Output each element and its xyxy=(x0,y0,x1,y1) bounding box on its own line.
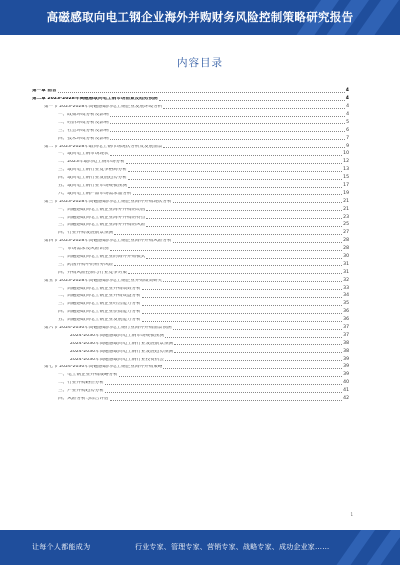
toc-entry-title: 二、高磁感取向电工钢企业海外并购的特点 xyxy=(58,215,146,220)
toc-leader-dots xyxy=(174,352,342,353)
toc-entry-title: 四、并购风险控制与行业竞争对策 xyxy=(58,270,127,275)
toc-entry-page: 5 xyxy=(346,119,349,125)
toc-entry[interactable] xyxy=(32,102,349,110)
toc-entry-title: 第二节 2023-2028年取向电工钢市场现状分析及发展前景 xyxy=(44,144,163,149)
toc-leader-dots xyxy=(105,392,342,393)
toc-entry-page: 32 xyxy=(343,277,349,283)
toc-entry-page: 40 xyxy=(343,380,349,386)
toc-leader-dots xyxy=(110,116,346,117)
toc-entry[interactable] xyxy=(32,141,349,149)
toc-entry[interactable] xyxy=(32,173,349,181)
toc-leader-dots xyxy=(159,100,345,101)
toc-entry-page: 35 xyxy=(343,301,349,307)
toc-entry-title: 一、电工钢企业并购战略分析 xyxy=(58,373,118,378)
toc-entry[interactable] xyxy=(32,244,349,252)
toc-entry[interactable] xyxy=(32,165,349,173)
toc-entry[interactable] xyxy=(32,331,349,339)
toc-leader-dots xyxy=(173,329,343,330)
toc-entry[interactable] xyxy=(32,394,349,402)
toc-leader-dots xyxy=(114,265,342,266)
toc-entry-page: 21 xyxy=(343,198,349,204)
toc-entry-page: 15 xyxy=(343,175,349,181)
toc-entry[interactable] xyxy=(32,307,349,315)
toc-entry-title: 第五节 2023-2028年高磁感取向电工钢企业并购绩效研究 xyxy=(44,278,163,283)
page-number: 1 xyxy=(350,512,353,517)
toc-leader-dots xyxy=(163,368,342,369)
toc-entry-page: 7 xyxy=(346,135,349,141)
toc-entry[interactable] xyxy=(32,291,349,299)
footer-tagline: 行业专家、管理专家、营销专家、战略专家、成功企业家…… xyxy=(135,543,330,551)
toc-entry-title: 第三节 2023-2028年高磁感取向电工钢企业海外并购现状分析 xyxy=(44,199,172,204)
toc-leader-dots xyxy=(126,163,342,164)
toc-entry[interactable] xyxy=(32,94,349,102)
toc-leader-dots xyxy=(173,242,343,243)
toc-entry-title: 六、取向电工钢产品市场需求量分析 xyxy=(58,191,132,196)
toc-leader-dots xyxy=(146,258,342,259)
toc-entry-title: 四、行业并购发展前景预测 xyxy=(58,231,114,236)
toc-entry-title: 2024-2030年高磁感取向电工钢行业投资机会 xyxy=(70,357,164,362)
toc-entry-title: 二、行业并购路径分析 xyxy=(58,381,104,386)
toc-entry-title: 二、经济环境分析及影响 xyxy=(58,120,109,125)
toc-leader-dots xyxy=(163,281,342,282)
toc-leader-dots xyxy=(142,305,342,306)
toc-entry-page: 28 xyxy=(343,246,349,252)
toc-entry[interactable] xyxy=(32,189,349,197)
toc-entry-title: 二、高磁感取向电工钢企业的海外并购模式 xyxy=(58,255,146,259)
toc-leader-dots xyxy=(114,234,342,235)
toc-entry-page: 17 xyxy=(343,182,349,188)
toc-leader-dots xyxy=(110,250,343,251)
toc-entry-page: 33 xyxy=(343,285,349,291)
toc-entry[interactable] xyxy=(32,275,349,283)
toc-entry-title: 三、跨国并购中的财务风险 xyxy=(58,262,114,267)
toc-leader-dots xyxy=(173,202,343,203)
toc-entry-page: 30 xyxy=(343,254,349,259)
toc-entry[interactable] xyxy=(32,252,349,260)
toc-entry-page: 36 xyxy=(343,309,349,315)
toc-entry-page: 21 xyxy=(343,206,349,212)
toc-leader-dots xyxy=(174,344,342,345)
toc-entry[interactable] xyxy=(32,196,349,204)
toc-leader-dots xyxy=(110,131,346,132)
toc-entry-title: 三、社会环境分析及影响 xyxy=(58,128,109,133)
toc-entry[interactable] xyxy=(32,118,349,126)
toc-entry-title: 一、高磁感取向电工钢企业并购绩效分析 xyxy=(58,286,141,291)
toc-entry-page: 31 xyxy=(343,269,349,275)
toc-entry-title: 第一节 2023-2028年高磁感取向电工钢企业发展环境分析 xyxy=(44,105,163,110)
toc-entry[interactable] xyxy=(32,133,349,141)
toc-entry-title: 2024-2030年高磁感取向电工钢行业发展趋势预测 xyxy=(70,349,174,354)
toc-entry-page: 4 xyxy=(345,96,349,102)
toc-leader-dots xyxy=(128,187,342,188)
toc-entry-page: 31 xyxy=(343,261,349,267)
table-of-contents xyxy=(32,86,349,402)
toc-entry-title: 三、高磁感取向电工钢企业海外并购的风险 xyxy=(58,223,146,228)
toc-leader-dots xyxy=(163,147,345,148)
toc-leader-dots xyxy=(128,179,342,180)
toc-leader-dots xyxy=(142,313,342,314)
toc-entry[interactable] xyxy=(32,181,349,189)
toc-entry[interactable] xyxy=(32,86,349,94)
toc-entry[interactable] xyxy=(32,220,349,228)
toc-entry-title: 第一章 前言 xyxy=(32,89,57,94)
toc-entry-title: 五、取向电工钢行业市场规模预测 xyxy=(58,183,127,188)
toc-leader-dots xyxy=(119,376,342,377)
toc-entry-page: 41 xyxy=(343,388,349,394)
toc-entry-page: 36 xyxy=(343,317,349,323)
toc-entry[interactable] xyxy=(32,157,349,165)
toc-entry[interactable] xyxy=(32,370,349,378)
toc-entry-title: 一、高磁感取向电工钢企业海外并购的动因 xyxy=(58,207,146,212)
toc-entry-title: 二、高磁感取向电工钢企业并购效益分析 xyxy=(58,294,141,299)
toc-entry-page: 42 xyxy=(343,396,349,402)
toc-entry-page: 28 xyxy=(343,238,349,244)
toc-entry[interactable] xyxy=(32,260,349,268)
toc-entry-page: 9 xyxy=(346,143,349,149)
toc-entry-title: 一、政策环境分析及影响 xyxy=(58,112,109,117)
toc-leader-dots xyxy=(128,273,342,274)
toc-entry[interactable] xyxy=(32,236,349,244)
toc-entry-title: 第四节 2023-2028年高磁感取向电工钢企业海外并购风险分析 xyxy=(44,239,172,244)
toc-entry-page: 39 xyxy=(343,372,349,378)
toc-entry[interactable] xyxy=(32,283,349,291)
toc-entry[interactable] xyxy=(32,299,349,307)
toc-entry-title: 四、风险分析与综合评估 xyxy=(58,397,109,402)
toc-leader-dots xyxy=(146,218,342,219)
toc-leader-dots xyxy=(58,92,345,93)
toc-entry[interactable] xyxy=(32,125,349,133)
toc-entry-page: 4 xyxy=(345,88,349,94)
toc-entry[interactable] xyxy=(32,386,349,394)
toc-entry[interactable] xyxy=(32,149,349,157)
toc-entry-page: 25 xyxy=(343,222,349,228)
toc-entry[interactable] xyxy=(32,110,349,118)
toc-entry-page: 23 xyxy=(343,214,349,220)
toc-entry-title: 一、市场需求及风险识别 xyxy=(58,247,109,252)
toc-entry-page: 12 xyxy=(343,159,349,165)
document-title: 高磁感取向电工钢企业海外并购财务风险控制策略研究报告 xyxy=(46,10,354,24)
toc-entry[interactable] xyxy=(32,354,349,362)
toc-entry[interactable] xyxy=(32,323,349,331)
toc-entry-title: 二、2023年取向电工钢市场分析 xyxy=(58,160,125,165)
toc-entry[interactable] xyxy=(32,339,349,347)
toc-entry-page: 38 xyxy=(343,348,349,354)
toc-entry-title: 一、取向电工钢市场现状 xyxy=(58,152,109,157)
toc-entry-title: 三、产业并购趋势分析 xyxy=(58,389,104,394)
toc-entry-page: 39 xyxy=(343,356,349,362)
toc-leader-dots xyxy=(165,337,342,338)
toc-leader-dots xyxy=(110,123,346,124)
toc-leader-dots xyxy=(163,108,345,109)
toc-entry-title: 第七节 2024-2030年高磁感取向电工钢企业海外并购策略 xyxy=(44,365,163,370)
toc-entry[interactable] xyxy=(32,267,349,275)
toc-entry-title: 五、高磁感取向电工钢企业发展能力分析 xyxy=(58,318,141,323)
toc-entry-page: 4 xyxy=(346,111,349,117)
toc-entry-page: 19 xyxy=(343,190,349,196)
toc-leader-dots xyxy=(128,171,342,172)
toc-entry[interactable] xyxy=(32,362,349,370)
toc-entry[interactable] xyxy=(32,204,349,212)
toc-entry-title: 2024-2030年高磁感取向电工钢行业发展前景预测 xyxy=(70,341,174,346)
toc-entry-page: 37 xyxy=(343,325,349,331)
toc-leader-dots xyxy=(110,155,343,156)
toc-entry-title: 三、取向电工钢行业竞争格局分析 xyxy=(58,168,127,173)
toc-entry-page: 4 xyxy=(346,104,349,110)
toc-entry-page: 13 xyxy=(343,167,349,173)
toc-entry-title: 第六节 2024-2030年高磁感取向电工钢行业海外并购前景预测 xyxy=(44,326,172,331)
toc-leader-dots xyxy=(110,400,343,401)
toc-entry-page: 37 xyxy=(343,332,349,338)
toc-entry-page: 38 xyxy=(343,340,349,346)
toc-heading: 内容目录 xyxy=(177,57,223,69)
toc-entry-title: 四、高磁感取向电工钢企业偿债能力分析 xyxy=(58,310,141,315)
toc-entry[interactable] xyxy=(32,212,349,220)
toc-entry[interactable] xyxy=(32,228,349,236)
toc-leader-dots xyxy=(165,360,342,361)
toc-entry-page: 27 xyxy=(343,230,349,236)
toc-entry-page: 10 xyxy=(343,151,349,157)
toc-leader-dots xyxy=(146,210,342,211)
footer-slogan: 让每个人都能成为 xyxy=(32,543,91,551)
header-banner xyxy=(0,0,400,35)
toc-entry-title: 第二章 2023-2028年高磁感取向电工钢市场前景及趋势预测 xyxy=(32,97,158,102)
toc-leader-dots xyxy=(142,289,342,290)
toc-entry-page: 39 xyxy=(343,364,349,370)
toc-entry-title: 四、取向电工钢行业发展趋势分析 xyxy=(58,176,127,181)
toc-entry[interactable] xyxy=(32,315,349,323)
toc-entry-title: 2024-2030年高磁感取向电工钢市场规模预测 xyxy=(70,333,164,338)
toc-entry-title: 四、技术环境分析及影响 xyxy=(58,136,109,141)
toc-leader-dots xyxy=(146,226,342,227)
toc-entry-title: 三、高磁感取向电工钢企业经营能力分析 xyxy=(58,302,141,307)
toc-leader-dots xyxy=(110,139,346,140)
toc-entry[interactable] xyxy=(32,378,349,386)
toc-entry[interactable] xyxy=(32,346,349,354)
toc-leader-dots xyxy=(133,194,343,195)
toc-leader-dots xyxy=(142,297,342,298)
toc-entry-page: 34 xyxy=(343,293,349,299)
toc-leader-dots xyxy=(105,384,342,385)
toc-entry-page: 6 xyxy=(346,127,349,133)
footer-banner xyxy=(0,530,400,565)
toc-leader-dots xyxy=(142,321,342,322)
